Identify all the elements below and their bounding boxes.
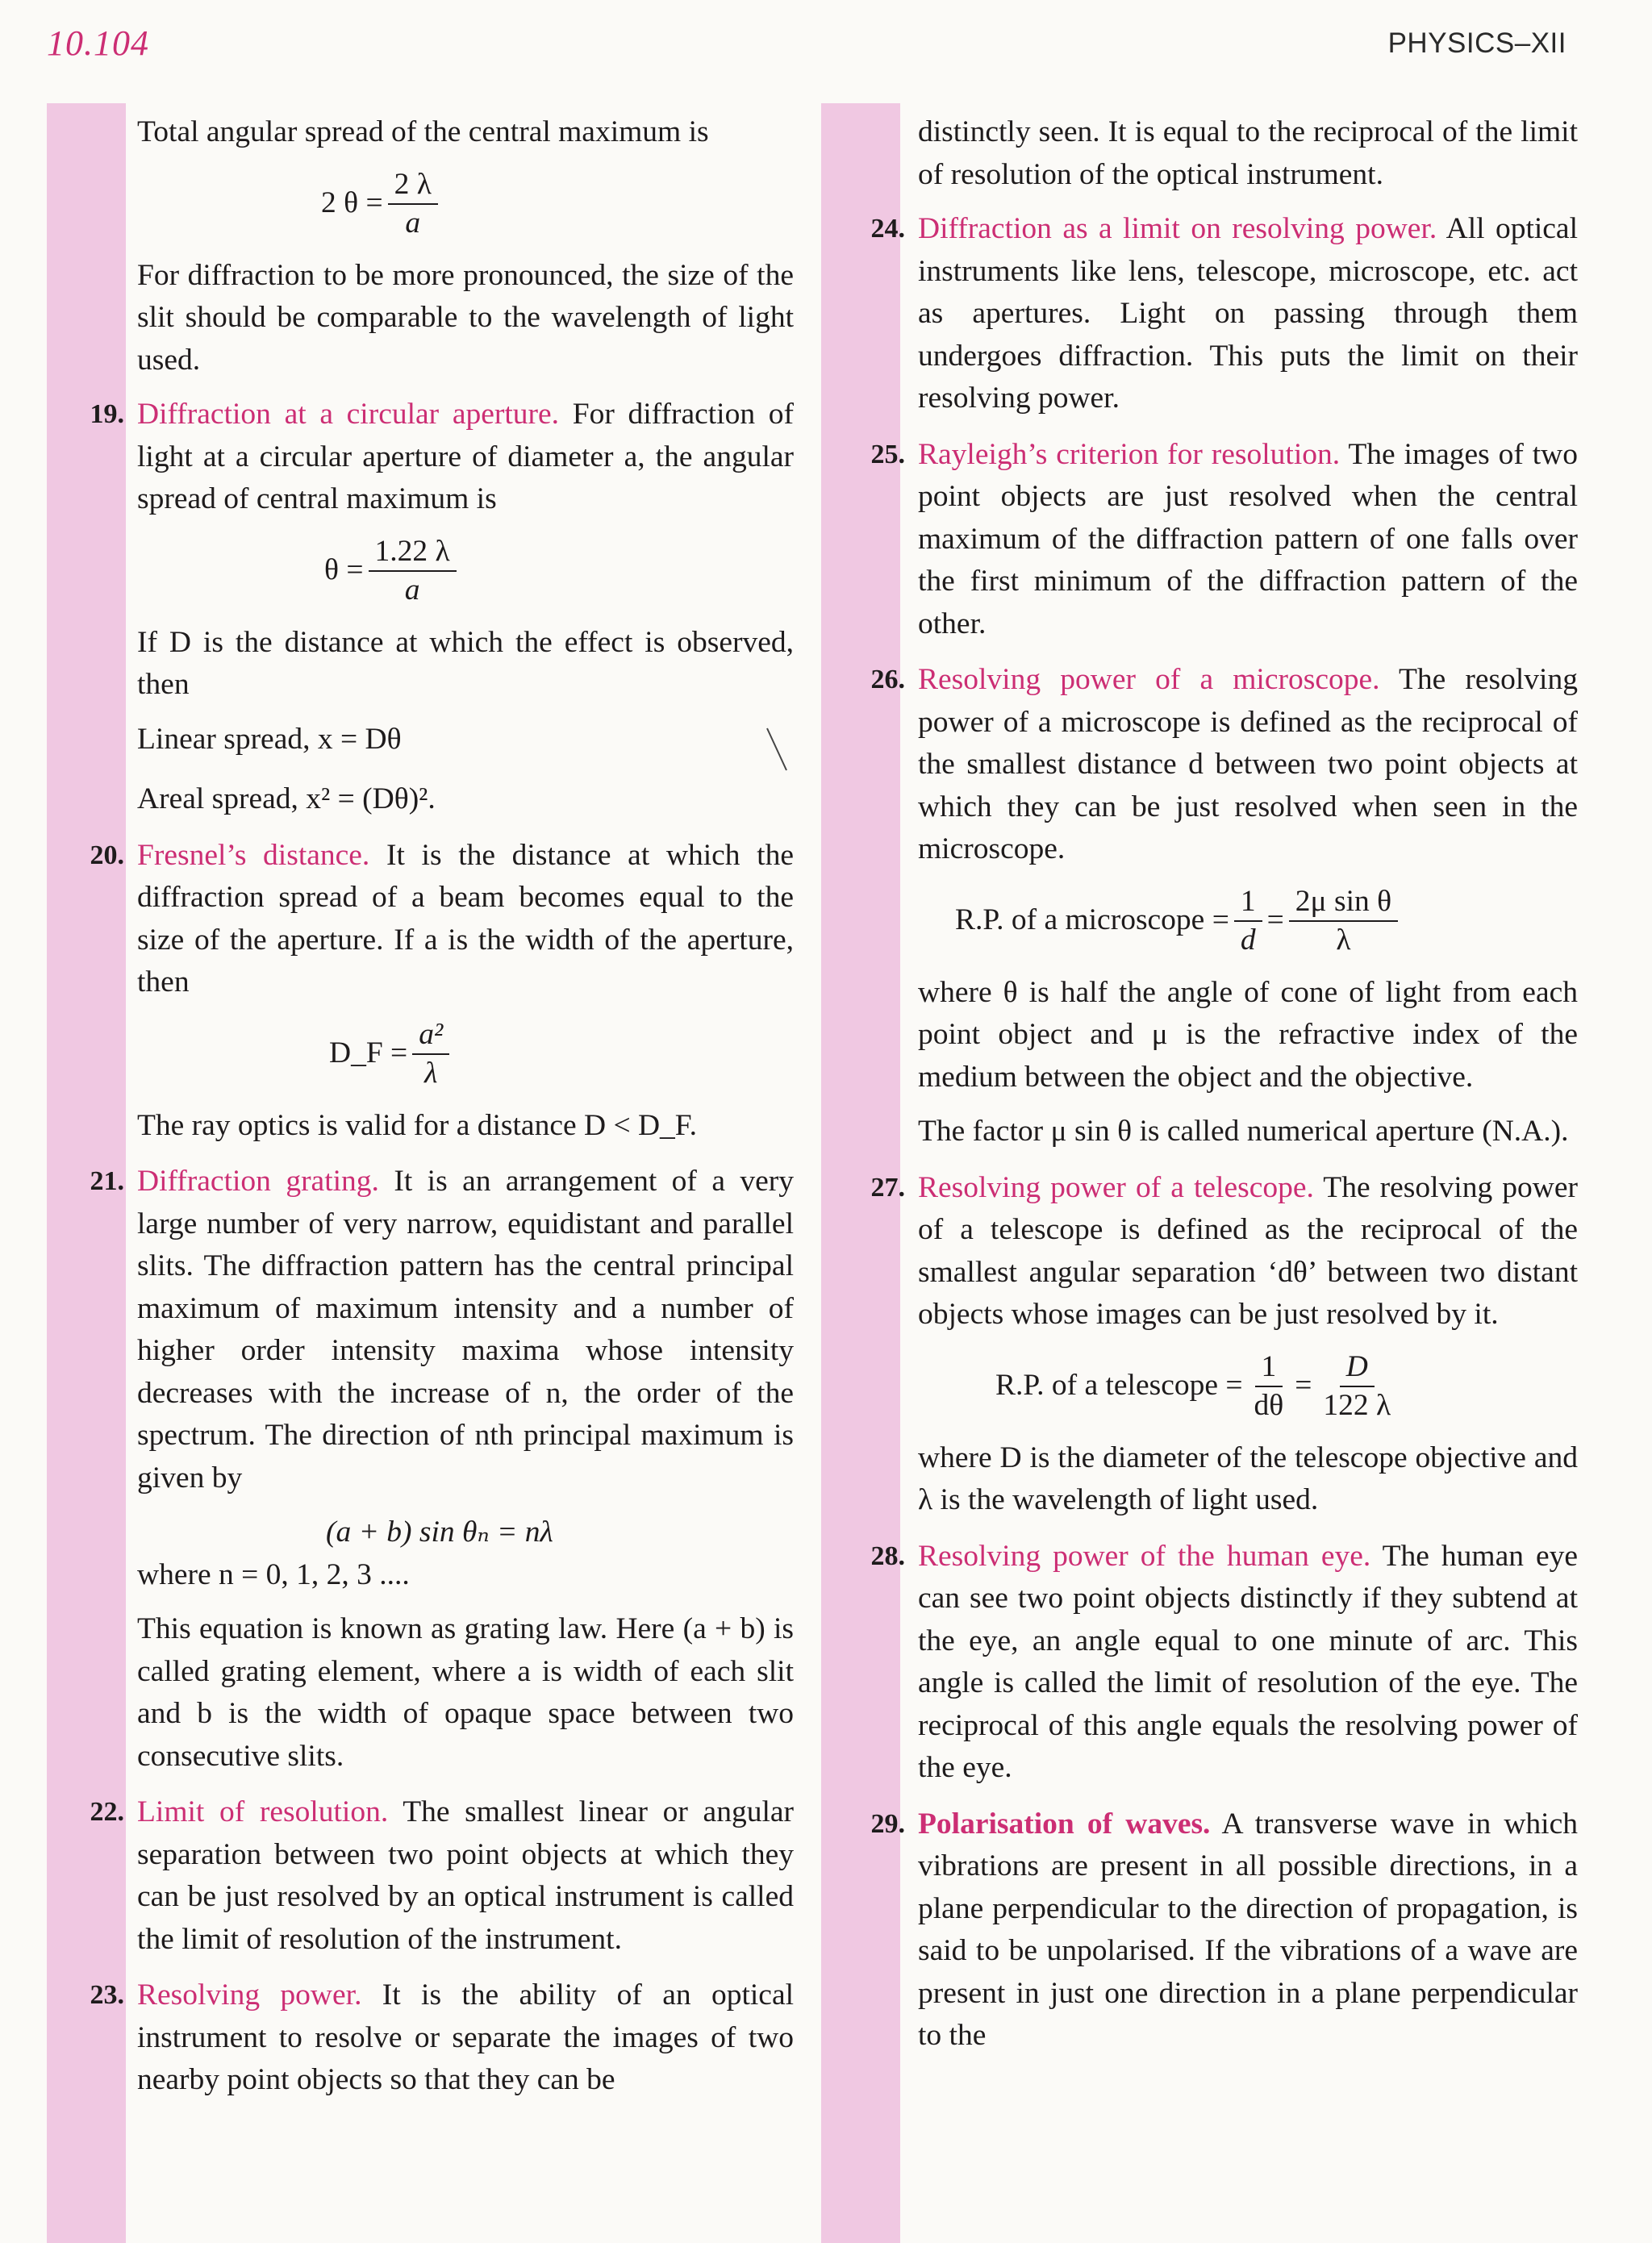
section-number: 25. (870, 439, 905, 469)
equation-fresnel (137, 1016, 794, 1092)
eq-denominator: λ (1336, 923, 1351, 957)
section-title: Fresnel’s distance. (137, 838, 370, 872)
section-20 (90, 835, 794, 1148)
section-body: The resolving power of a telescope is defined as the reciprocal of the smallest angular separation ‘dθ’ between two distant objects whose images can be just resolved by it. (918, 1170, 1579, 1331)
equation-grating (137, 1511, 794, 1554)
eq-fraction-1 (1248, 1349, 1291, 1424)
section-number: 23. (90, 1980, 124, 2010)
section-number: 26. (870, 665, 905, 694)
section-28 (870, 1536, 1579, 1790)
eq-fraction-1 (1234, 883, 1262, 959)
eq-numerator: 1.22 λ (369, 533, 457, 572)
eq-numerator: 1 (1234, 883, 1262, 922)
section-body: It is the ability of an optical instrument to resolve or separate the images of two nearby point objects so that they can be (137, 1978, 795, 2096)
eq-label: R.P. of a microscope = (955, 903, 1229, 937)
section-title: Polarisation of waves. (918, 1807, 1211, 1841)
section-body: A transverse wave in which vibrations are present in all possible directions, in a plane perpendicular to the direction of propagation, is said to be unpolarised. If the vibrations of a wave are present in just one direction in a plane perpendicular to the (918, 1807, 1578, 2052)
eq-fraction (412, 1016, 449, 1092)
section-text: The ray optics is valid for a distance D < D_F. (137, 1108, 698, 1142)
section-title: Diffraction grating. (137, 1165, 379, 1198)
section-number: 29. (870, 1808, 905, 1839)
eq-numerator: D (1340, 1349, 1375, 1387)
section-number: 21. (90, 1166, 124, 1196)
section-19 (90, 394, 795, 821)
section-number: 19. (90, 399, 124, 429)
eq-fraction-2 (1289, 883, 1398, 959)
section-title: Resolving power of the human eye. (918, 1539, 1371, 1573)
section-26 (870, 659, 1578, 1153)
section-number: 20. (90, 840, 124, 870)
eq-denominator: 122 λ (1323, 1388, 1391, 1422)
numerical-aperture-text: The factor μ sin θ is called numerical aperture (N.A.). (918, 1115, 1569, 1148)
section-27 (870, 1167, 1579, 1522)
section-text: This equation is known as grating law. Here (a + b) is called grating element, where a is width of each slit and b is the width of opaque space between two consecutive slits. (137, 1612, 794, 1773)
eq-fraction (388, 166, 438, 242)
section-text: where θ is half the angle of cone of light from each point object and μ is the refractive index of the medium between the object and the objective. (918, 975, 1578, 1094)
section-title: Diffraction as a limit on resolving power. (918, 212, 1437, 245)
section-body: The smallest linear or angular separation between two point objects at which they can be just resolved by an optical instrument is called the limit of resolution of the instrument. (137, 1795, 794, 1956)
section-number: 22. (90, 1797, 124, 1827)
section-title: Diffraction at a circular aperture. (137, 398, 560, 431)
equation-circular (137, 533, 794, 609)
section-body: It is the distance at which the diffraction spread of a beam becomes equal to the size of the aperture. If a is the width of the aperture, then (137, 838, 794, 999)
section-body: It is an arrangement of a very large number of very narrow, equidistant and parallel slits. The diffraction pattern has the central principal maximum of maximum intensity and a number of higher order intensity maxima whose intensity decreases with the increase of n, the order of the spectrum. The direction of nth principal maximum is given by (137, 1165, 795, 1495)
equation-telescope: R.P. of a telescope = $\frac{1}{d\theta}$ = $\frac{D}{122 \lambda}$ (918, 1349, 1578, 1424)
eq-lhs: θ = (324, 553, 364, 587)
intro-text: Total angular spread of the central maximum is (137, 115, 709, 148)
eq-denominator: a (405, 206, 421, 240)
section-number: 27. (870, 1172, 905, 1203)
eq-denominator: dθ (1254, 1388, 1284, 1422)
section-number: 24. (870, 214, 905, 244)
running-head: PHYSICS–XII (1387, 27, 1566, 59)
eq-lhs: 2 θ = (321, 186, 383, 220)
section-25 (870, 434, 1578, 646)
pronounced-text: For diffraction to be more pronounced, the size of the slit should be comparable to the wavelength of light used. (137, 258, 794, 377)
section-text: If D is the distance at which the effect is observed, then (137, 625, 794, 701)
section-title: Resolving power of a telescope. (918, 1170, 1314, 1204)
eq-denominator: d (1240, 923, 1256, 957)
eq-numerator: 1 (1255, 1349, 1283, 1387)
grating-equation: (a + b) sin θₙ = nλ (326, 1515, 553, 1549)
equation-angular-spread (137, 166, 794, 242)
section-22 (90, 1791, 794, 1961)
section-24 (870, 208, 1578, 420)
eq-numerator: 2μ sin θ (1289, 883, 1398, 922)
section-body: The resolving power of a microscope is defined as the reciprocal of the smallest distance d between two point objects at which they can be just resolved when seen in the microscope. (918, 663, 1578, 865)
section-number: 28. (870, 1540, 905, 1571)
section-title: Resolving power of a microscope. (918, 663, 1380, 696)
eq-denominator: λ (424, 1056, 438, 1090)
section-23 (90, 1974, 795, 2102)
linear-spread: Linear spread, x = Dθ (137, 722, 402, 756)
section-title: Limit of resolution. (137, 1795, 389, 1828)
eq-label: R.P. of a telescope = (995, 1369, 1243, 1403)
section-title: Rayleigh’s criterion for resolution. (918, 437, 1341, 471)
eq-fraction (369, 533, 457, 609)
section-body: The images of two point objects are just resolved when the central maximum of the diffraction pattern of one falls over the first minimum of the diffraction pattern of the other. (918, 437, 1578, 640)
section-29 (870, 1803, 1578, 2057)
section-body: The human eye can see two point objects distinctly if they subtend at the eye, an angle equal to one minute of arc. This angle is called the limit of resolution of the eye. The reciprocal of this angle equals the resolving power of the eye. (918, 1539, 1579, 1784)
page-number: 10.104 (47, 23, 149, 63)
eq-numerator: 2 λ (388, 166, 438, 205)
eq-lhs: D_F = (329, 1036, 408, 1070)
section-21 (90, 1161, 795, 1778)
areal-spread: Areal spread, x² = (Dθ)². (137, 782, 436, 815)
section-text: where D is the diameter of the telescope objective and λ is the wavelength of light used. (918, 1440, 1578, 1516)
right-column (870, 111, 1579, 2071)
section-title: Resolving power. (137, 1978, 362, 2012)
eq-fraction-2 (1316, 1349, 1397, 1424)
section-body: All optical instruments like lens, telescope, microscope, etc. act as apertures. Light on passing through them undergoes diffraction. This puts the limit on their resolving power. (918, 212, 1578, 415)
grating-where: where n = 0, 1, 2, 3 .... (137, 1557, 410, 1591)
continued-text: distinctly seen. It is equal to the reciprocal of the limit of resolution of the optical instrument. (918, 115, 1578, 191)
eq-numerator: a² (412, 1016, 449, 1055)
section-body: For diffraction of light at a circular aperture of diameter a, the angular spread of central maximum is (137, 398, 795, 515)
left-column (90, 111, 795, 2116)
eq-denominator: a (404, 573, 420, 607)
equation-microscope: R.P. of a microscope = $\frac{1}{d}$ = $\frac{\text{2μ sin θ}}{\lambda}$ (918, 883, 1578, 959)
